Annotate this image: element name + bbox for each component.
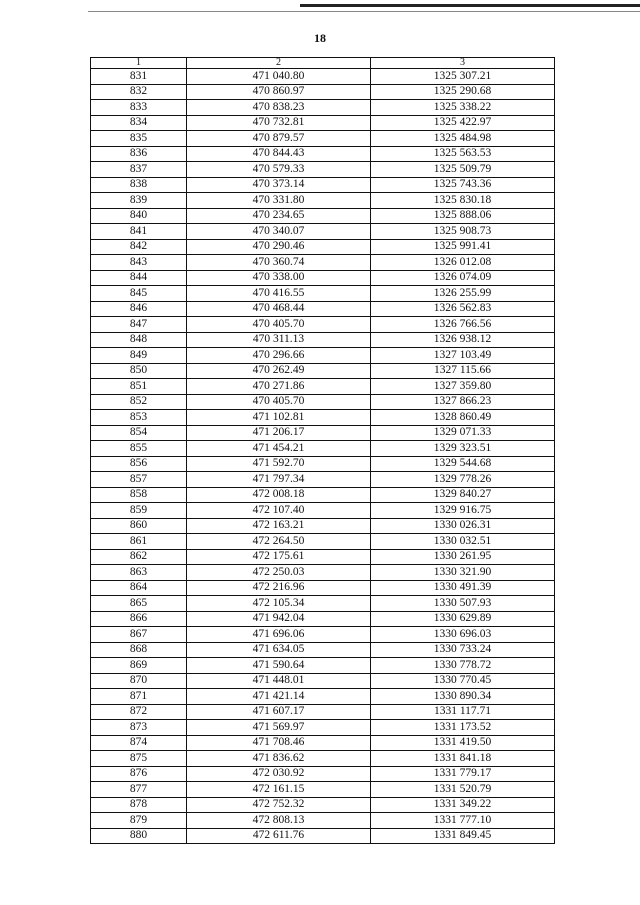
y-coordinate-cell: 1325 509.79 <box>371 162 555 178</box>
point-number-cell: 879 <box>91 813 187 829</box>
point-number-cell: 843 <box>91 255 187 271</box>
point-number-cell: 858 <box>91 487 187 503</box>
point-number-cell: 852 <box>91 394 187 410</box>
table-row <box>91 627 555 643</box>
y-coordinate-cell: 1331 520.79 <box>371 782 555 798</box>
y-coordinate-cell: 1331 849.45 <box>371 828 555 844</box>
x-coordinate-cell: 472 030.92 <box>187 766 371 782</box>
table-row <box>91 425 555 441</box>
x-coordinate-cell: 471 696.06 <box>187 627 371 643</box>
table-row <box>91 348 555 364</box>
y-coordinate-cell: 1325 908.73 <box>371 224 555 240</box>
point-number-cell: 853 <box>91 410 187 426</box>
table-header-row <box>91 58 555 69</box>
point-number-cell: 876 <box>91 766 187 782</box>
y-coordinate-cell: 1329 323.51 <box>371 441 555 457</box>
y-coordinate-cell: 1330 778.72 <box>371 658 555 674</box>
y-coordinate-cell: 1331 841.18 <box>371 751 555 767</box>
point-number-cell: 878 <box>91 797 187 813</box>
table-row <box>91 596 555 612</box>
table-row <box>91 580 555 596</box>
y-coordinate-cell: 1330 733.24 <box>371 642 555 658</box>
table-row <box>91 828 555 844</box>
x-coordinate-cell: 470 360.74 <box>187 255 371 271</box>
x-coordinate-cell: 471 590.64 <box>187 658 371 674</box>
point-number-cell: 875 <box>91 751 187 767</box>
table-row <box>91 813 555 829</box>
table-row <box>91 146 555 162</box>
table-row <box>91 177 555 193</box>
y-coordinate-cell: 1325 484.98 <box>371 131 555 147</box>
point-number-cell: 848 <box>91 332 187 348</box>
table-row <box>91 208 555 224</box>
y-coordinate-cell: 1330 026.31 <box>371 518 555 534</box>
y-coordinate-cell: 1331 779.17 <box>371 766 555 782</box>
point-number-cell: 851 <box>91 379 187 395</box>
x-coordinate-cell: 471 634.05 <box>187 642 371 658</box>
y-coordinate-cell: 1326 766.56 <box>371 317 555 333</box>
x-coordinate-cell: 470 468.44 <box>187 301 371 317</box>
table-row <box>91 689 555 705</box>
x-coordinate-cell: 471 040.80 <box>187 69 371 85</box>
table-row <box>91 239 555 255</box>
table-row <box>91 270 555 286</box>
y-coordinate-cell: 1325 563.53 <box>371 146 555 162</box>
y-coordinate-cell: 1327 866.23 <box>371 394 555 410</box>
table-row <box>91 131 555 147</box>
x-coordinate-cell: 471 797.34 <box>187 472 371 488</box>
x-coordinate-cell: 470 732.81 <box>187 115 371 131</box>
y-coordinate-cell: 1330 629.89 <box>371 611 555 627</box>
point-number-cell: 839 <box>91 193 187 209</box>
x-coordinate-cell: 470 311.13 <box>187 332 371 348</box>
table-row <box>91 673 555 689</box>
table-row <box>91 317 555 333</box>
table-row <box>91 255 555 271</box>
y-coordinate-cell: 1331 777.10 <box>371 813 555 829</box>
x-coordinate-cell: 472 216.96 <box>187 580 371 596</box>
x-coordinate-cell: 470 844.43 <box>187 146 371 162</box>
y-coordinate-cell: 1329 071.33 <box>371 425 555 441</box>
point-number-cell: 834 <box>91 115 187 131</box>
x-coordinate-cell: 470 296.66 <box>187 348 371 364</box>
x-coordinate-cell: 471 448.01 <box>187 673 371 689</box>
point-number-cell: 840 <box>91 208 187 224</box>
coordinates-table <box>90 57 555 844</box>
y-coordinate-cell: 1330 261.95 <box>371 549 555 565</box>
point-number-cell: 872 <box>91 704 187 720</box>
x-coordinate-cell: 470 271.86 <box>187 379 371 395</box>
point-number-cell: 837 <box>91 162 187 178</box>
point-number-cell: 855 <box>91 441 187 457</box>
y-coordinate-cell: 1325 830.18 <box>371 193 555 209</box>
y-coordinate-cell: 1329 544.68 <box>371 456 555 472</box>
table-row <box>91 301 555 317</box>
y-coordinate-cell: 1328 860.49 <box>371 410 555 426</box>
point-number-cell: 862 <box>91 549 187 565</box>
point-number-cell: 832 <box>91 84 187 100</box>
table-row <box>91 410 555 426</box>
table-row <box>91 611 555 627</box>
x-coordinate-cell: 470 838.23 <box>187 100 371 116</box>
table-row <box>91 332 555 348</box>
y-coordinate-cell: 1331 419.50 <box>371 735 555 751</box>
x-coordinate-cell: 471 607.17 <box>187 704 371 720</box>
x-coordinate-cell: 471 206.17 <box>187 425 371 441</box>
x-coordinate-cell: 472 611.76 <box>187 828 371 844</box>
table-row <box>91 286 555 302</box>
table-row <box>91 797 555 813</box>
x-coordinate-cell: 470 416.55 <box>187 286 371 302</box>
table-row <box>91 487 555 503</box>
point-number-cell: 869 <box>91 658 187 674</box>
table-row <box>91 503 555 519</box>
x-coordinate-cell: 470 879.57 <box>187 131 371 147</box>
x-coordinate-cell: 471 454.21 <box>187 441 371 457</box>
table-row <box>91 84 555 100</box>
y-coordinate-cell: 1325 338.22 <box>371 100 555 116</box>
x-coordinate-cell: 472 161.15 <box>187 782 371 798</box>
point-number-cell: 850 <box>91 363 187 379</box>
y-coordinate-cell: 1326 012.08 <box>371 255 555 271</box>
point-number-cell: 844 <box>91 270 187 286</box>
table-row <box>91 456 555 472</box>
point-number-cell: 831 <box>91 69 187 85</box>
table-row <box>91 379 555 395</box>
table-row <box>91 534 555 550</box>
y-coordinate-cell: 1325 307.21 <box>371 69 555 85</box>
y-coordinate-cell: 1329 916.75 <box>371 503 555 519</box>
point-number-cell: 877 <box>91 782 187 798</box>
point-number-cell: 866 <box>91 611 187 627</box>
table-row <box>91 751 555 767</box>
y-coordinate-cell: 1325 290.68 <box>371 84 555 100</box>
point-number-cell: 860 <box>91 518 187 534</box>
point-number-cell: 870 <box>91 673 187 689</box>
table-row <box>91 518 555 534</box>
table-row <box>91 642 555 658</box>
table-row <box>91 766 555 782</box>
top-thin-rule <box>88 11 640 12</box>
point-number-cell: 841 <box>91 224 187 240</box>
y-coordinate-cell: 1326 938.12 <box>371 332 555 348</box>
x-coordinate-cell: 470 331.80 <box>187 193 371 209</box>
table-row <box>91 782 555 798</box>
y-coordinate-cell: 1325 743.36 <box>371 177 555 193</box>
x-coordinate-cell: 470 860.97 <box>187 84 371 100</box>
y-coordinate-cell: 1326 255.99 <box>371 286 555 302</box>
point-number-cell: 838 <box>91 177 187 193</box>
point-number-cell: 861 <box>91 534 187 550</box>
column-header-2: 2 <box>187 58 371 69</box>
x-coordinate-cell: 471 592.70 <box>187 456 371 472</box>
point-number-cell: 833 <box>91 100 187 116</box>
column-header-1: 1 <box>91 58 187 69</box>
column-header-3: 3 <box>371 58 555 69</box>
y-coordinate-cell: 1330 890.34 <box>371 689 555 705</box>
top-border-rule <box>300 4 640 7</box>
point-number-cell: 847 <box>91 317 187 333</box>
point-number-cell: 868 <box>91 642 187 658</box>
point-number-cell: 865 <box>91 596 187 612</box>
y-coordinate-cell: 1330 032.51 <box>371 534 555 550</box>
point-number-cell: 863 <box>91 565 187 581</box>
point-number-cell: 880 <box>91 828 187 844</box>
x-coordinate-cell: 472 752.32 <box>187 797 371 813</box>
table-body <box>91 69 555 844</box>
x-coordinate-cell: 471 708.46 <box>187 735 371 751</box>
x-coordinate-cell: 470 338.00 <box>187 270 371 286</box>
point-number-cell: 836 <box>91 146 187 162</box>
table-row <box>91 115 555 131</box>
table-row <box>91 704 555 720</box>
point-number-cell: 859 <box>91 503 187 519</box>
point-number-cell: 857 <box>91 472 187 488</box>
x-coordinate-cell: 472 250.03 <box>187 565 371 581</box>
x-coordinate-cell: 472 175.61 <box>187 549 371 565</box>
point-number-cell: 842 <box>91 239 187 255</box>
y-coordinate-cell: 1330 491.39 <box>371 580 555 596</box>
x-coordinate-cell: 471 421.14 <box>187 689 371 705</box>
point-number-cell: 871 <box>91 689 187 705</box>
y-coordinate-cell: 1327 359.80 <box>371 379 555 395</box>
y-coordinate-cell: 1326 074.09 <box>371 270 555 286</box>
point-number-cell: 835 <box>91 131 187 147</box>
y-coordinate-cell: 1326 562.83 <box>371 301 555 317</box>
y-coordinate-cell: 1330 321.90 <box>371 565 555 581</box>
x-coordinate-cell: 471 836.62 <box>187 751 371 767</box>
table-row <box>91 720 555 736</box>
x-coordinate-cell: 470 373.14 <box>187 177 371 193</box>
point-number-cell: 849 <box>91 348 187 364</box>
x-coordinate-cell: 470 340.07 <box>187 224 371 240</box>
x-coordinate-cell: 471 942.04 <box>187 611 371 627</box>
y-coordinate-cell: 1330 696.03 <box>371 627 555 643</box>
table-row <box>91 565 555 581</box>
y-coordinate-cell: 1331 349.22 <box>371 797 555 813</box>
y-coordinate-cell: 1325 888.06 <box>371 208 555 224</box>
table-row <box>91 394 555 410</box>
x-coordinate-cell: 470 262.49 <box>187 363 371 379</box>
table-row <box>91 162 555 178</box>
y-coordinate-cell: 1325 991.41 <box>371 239 555 255</box>
table-row <box>91 441 555 457</box>
y-coordinate-cell: 1331 117.71 <box>371 704 555 720</box>
x-coordinate-cell: 471 102.81 <box>187 410 371 426</box>
x-coordinate-cell: 470 405.70 <box>187 317 371 333</box>
x-coordinate-cell: 472 105.34 <box>187 596 371 612</box>
page-number: 18 <box>314 31 326 45</box>
y-coordinate-cell: 1330 770.45 <box>371 673 555 689</box>
table-row <box>91 735 555 751</box>
point-number-cell: 873 <box>91 720 187 736</box>
x-coordinate-cell: 470 579.33 <box>187 162 371 178</box>
y-coordinate-cell: 1331 173.52 <box>371 720 555 736</box>
point-number-cell: 845 <box>91 286 187 302</box>
table-row <box>91 224 555 240</box>
x-coordinate-cell: 471 569.97 <box>187 720 371 736</box>
point-number-cell: 846 <box>91 301 187 317</box>
point-number-cell: 867 <box>91 627 187 643</box>
point-number-cell: 856 <box>91 456 187 472</box>
x-coordinate-cell: 472 008.18 <box>187 487 371 503</box>
point-number-cell: 854 <box>91 425 187 441</box>
y-coordinate-cell: 1329 778.26 <box>371 472 555 488</box>
table-row <box>91 193 555 209</box>
point-number-cell: 864 <box>91 580 187 596</box>
x-coordinate-cell: 472 264.50 <box>187 534 371 550</box>
x-coordinate-cell: 470 290.46 <box>187 239 371 255</box>
table-row <box>91 363 555 379</box>
table-row <box>91 69 555 85</box>
x-coordinate-cell: 470 234.65 <box>187 208 371 224</box>
y-coordinate-cell: 1327 115.66 <box>371 363 555 379</box>
x-coordinate-cell: 472 163.21 <box>187 518 371 534</box>
x-coordinate-cell: 470 405.70 <box>187 394 371 410</box>
table-row <box>91 472 555 488</box>
x-coordinate-cell: 472 107.40 <box>187 503 371 519</box>
table-row <box>91 549 555 565</box>
table-row <box>91 658 555 674</box>
point-number-cell: 874 <box>91 735 187 751</box>
y-coordinate-cell: 1325 422.97 <box>371 115 555 131</box>
y-coordinate-cell: 1327 103.49 <box>371 348 555 364</box>
table-row <box>91 100 555 116</box>
x-coordinate-cell: 472 808.13 <box>187 813 371 829</box>
y-coordinate-cell: 1330 507.93 <box>371 596 555 612</box>
y-coordinate-cell: 1329 840.27 <box>371 487 555 503</box>
